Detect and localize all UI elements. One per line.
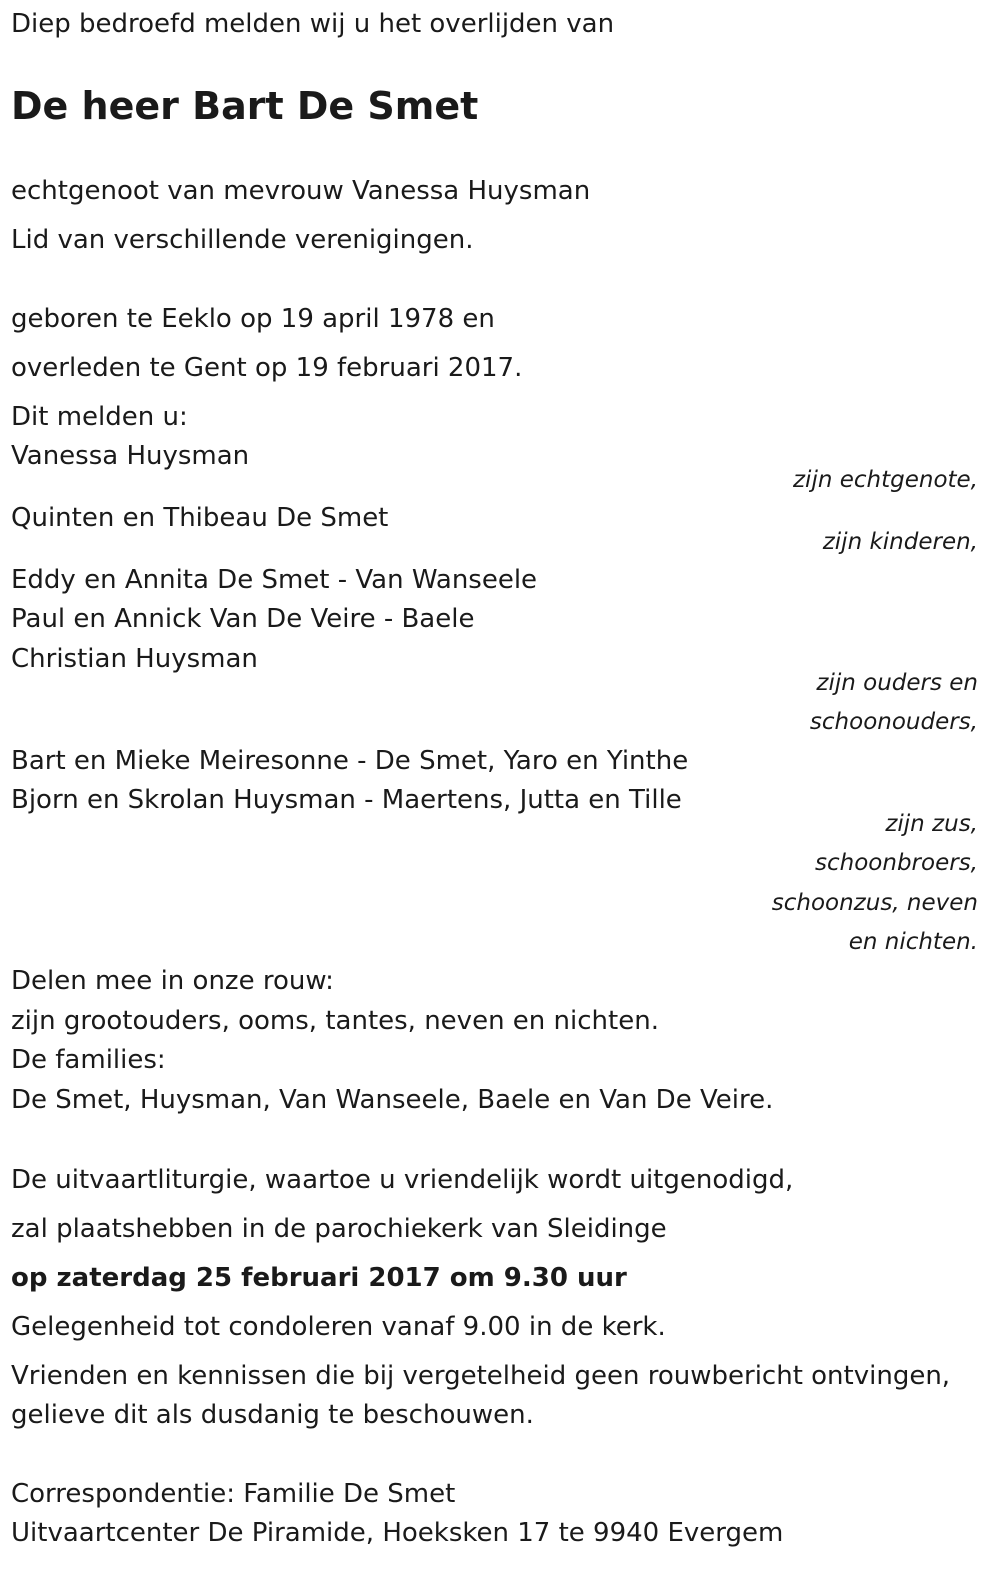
mourner-name: Bart en Mieke Meiresonne - De Smet, Yaro en Yinthe [11, 746, 689, 776]
condolence-line: Gelegenheid tot condoleren vanaf 9.00 in de kerk. [11, 1312, 666, 1342]
friends-line: Vrienden en kennissen die bij vergetelheid geen rouwbericht ontvingen, [11, 1361, 951, 1391]
friends-line: gelieve dit als dusdanig te beschouwen. [11, 1400, 534, 1430]
deceased-name: De heer Bart De Smet [11, 84, 479, 128]
liturgy-date: op zaterdag 25 februari 2017 om 9.30 uur [11, 1263, 627, 1293]
mourner-name: Quinten en Thibeau De Smet [11, 503, 389, 533]
correspondence-address: Uitvaartcenter De Piramide, Hoeksken 17 te 9940 Evergem [11, 1518, 784, 1548]
mourner-relation: en nichten. [848, 929, 978, 955]
liturgy-line: De uitvaartliturgie, waartoe u vriendelijk wordt uitgenodigd, [11, 1165, 794, 1195]
spouse-line: echtgenoot van mevrouw Vanessa Huysman [11, 176, 591, 206]
mourner-name: Paul en Annick Van De Veire - Baele [11, 604, 475, 634]
mourner-relation: zijn ouders en [816, 670, 978, 696]
mourner-name: Christian Huysman [11, 644, 258, 674]
share-intro: Delen mee in onze rouw: [11, 966, 334, 996]
mourner-relation: schoonouders, [809, 709, 978, 735]
mourner-name: Eddy en Annita De Smet - Van Wanseele [11, 565, 538, 595]
liturgy-line: zal plaatshebben in de parochiekerk van Sleidinge [11, 1214, 667, 1244]
mourner-name: Bjorn en Skrolan Huysman - Maertens, Jutta en Tille [11, 785, 682, 815]
died-line: overleden te Gent op 19 februari 2017. [11, 353, 523, 383]
families-intro: De families: [11, 1045, 166, 1075]
mourner-relation: zijn echtgenote, [792, 467, 978, 493]
mourner-relation: schoonbroers, [815, 850, 978, 876]
mourner-name: Vanessa Huysman [11, 441, 250, 471]
correspondence-line: Correspondentie: Familie De Smet [11, 1479, 456, 1509]
born-line: geboren te Eeklo op 19 april 1978 en [11, 304, 495, 334]
mourner-relation: schoonzus, neven [771, 890, 978, 916]
share-line: zijn grootouders, ooms, tantes, neven en nichten. [11, 1006, 659, 1036]
mourner-relation: zijn zus, [885, 811, 978, 837]
announce-intro: Dit melden u: [11, 402, 188, 432]
intro-text: Diep bedroefd melden wij u het overlijden van [11, 9, 615, 39]
member-line: Lid van verschillende verenigingen. [11, 225, 474, 255]
families-line: De Smet, Huysman, Van Wanseele, Baele en Van De Veire. [11, 1085, 774, 1115]
mourner-relation: zijn kinderen, [822, 529, 978, 555]
